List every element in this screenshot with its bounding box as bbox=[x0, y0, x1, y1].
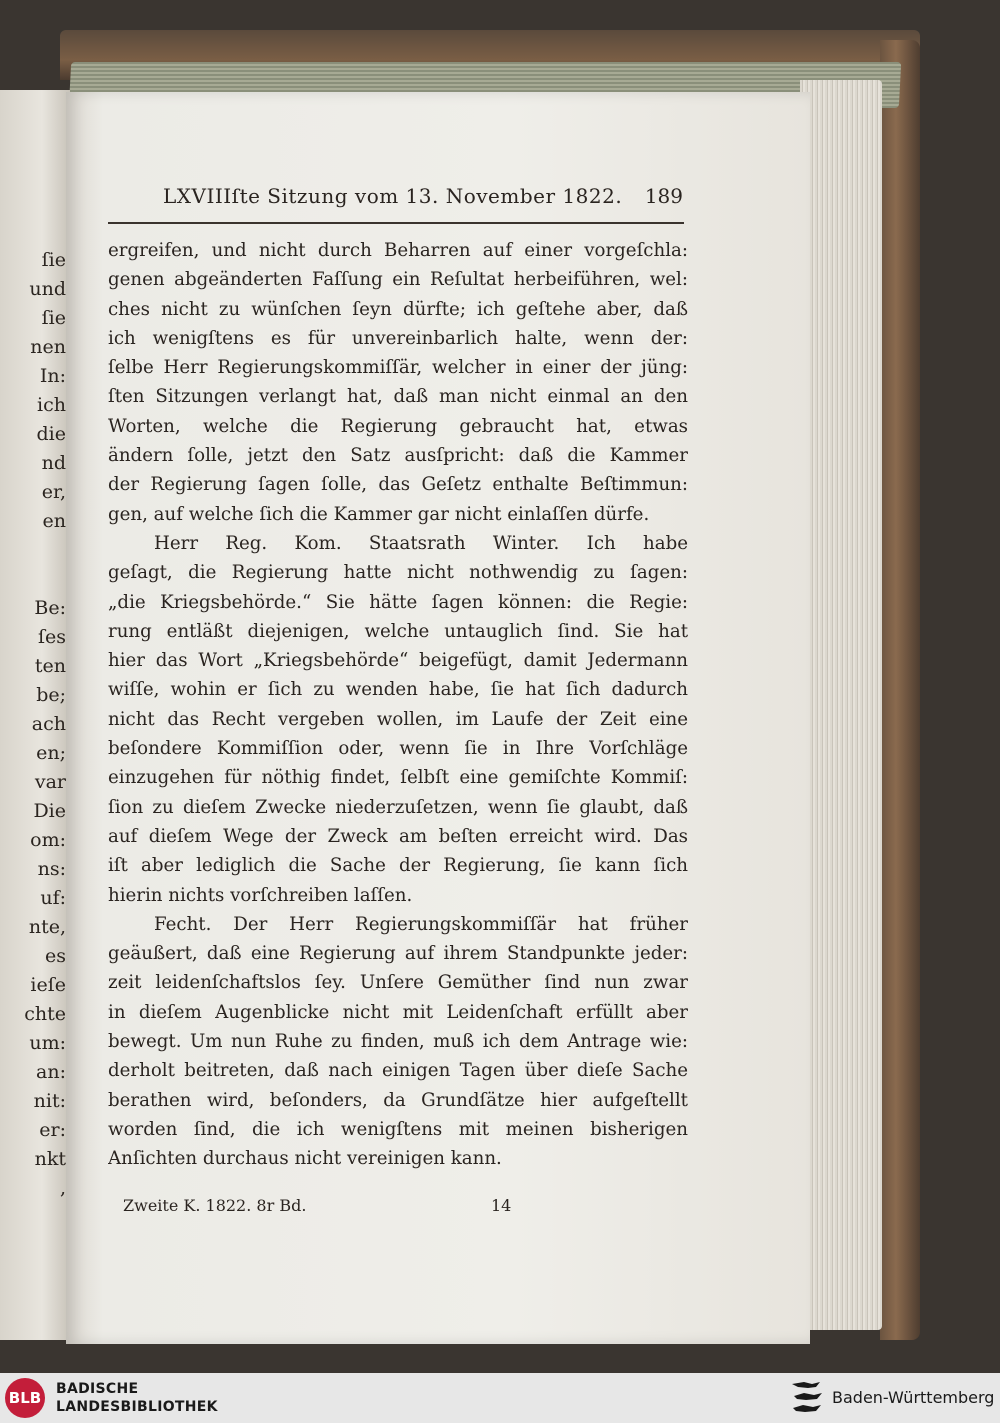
left-fragment: nit: bbox=[33, 1090, 66, 1112]
text-line: ſelbe Herr Regierungskommiſſär, welcher in einer der jüng: bbox=[108, 357, 688, 379]
text-line: hier das Wort „Kriegsbehörde“ beigefügt, damit Jedermann bbox=[108, 650, 688, 672]
left-fragment: en bbox=[42, 510, 66, 532]
running-title: LXVIIIſte Sitzung vom 13. November 1822. bbox=[163, 184, 623, 208]
left-fragment: Die bbox=[33, 800, 66, 822]
sheet-number: 14 bbox=[491, 1196, 512, 1215]
institution-name[interactable] bbox=[56, 1380, 218, 1416]
page-block-fore-edge bbox=[800, 80, 882, 1330]
left-fragment bbox=[0, 536, 66, 565]
institution-line-1: BADISCHE bbox=[56, 1381, 139, 1397]
text-line: ches nicht zu wünſchen ſeyn dürfte; ich geſtehe aber, daß bbox=[108, 298, 688, 320]
body-text bbox=[108, 236, 688, 1174]
text-line: zeit leidenſchaftslos ſey. Unſere Gemüther ſind nun zwar bbox=[108, 972, 688, 994]
text-line: hierin nichts vorſchreiben laſſen. bbox=[108, 884, 413, 906]
left-fragment: uf: bbox=[40, 887, 66, 909]
left-fragment: die bbox=[36, 423, 66, 445]
text-line: Herr Reg. Kom. Staatsrath Winter. Ich habe bbox=[154, 532, 688, 554]
left-page-text-fragments bbox=[0, 246, 66, 1203]
text-line: auf dieſem Wege der Zweck am beſten erreicht wird. Das bbox=[108, 825, 688, 847]
left-fragment: chte bbox=[24, 1003, 66, 1025]
left-fragment: ach bbox=[31, 713, 66, 735]
left-fragment: om: bbox=[30, 829, 66, 851]
signature-mark: Zweite K. 1822. 8r Bd. bbox=[123, 1196, 307, 1215]
left-fragment: ſie bbox=[41, 249, 66, 271]
header-rule bbox=[108, 222, 684, 224]
text-line: wiſſe, wohin er ſich zu wenden habe, ſie hat ſich dadurch bbox=[108, 679, 688, 701]
left-fragment: ſie bbox=[41, 307, 66, 329]
left-fragment bbox=[0, 565, 66, 594]
left-fragment: be; bbox=[36, 684, 66, 706]
left-fragment: er, bbox=[41, 481, 66, 503]
left-fragment: In: bbox=[39, 365, 66, 387]
left-fragment: Be: bbox=[34, 597, 66, 619]
text-line: Worten, welche die Regierung gebraucht hat, etwas bbox=[108, 415, 688, 437]
text-line: Fecht. Der Herr Regierungskommiſſär hat früher bbox=[154, 913, 688, 935]
left-fragment: , bbox=[59, 1177, 66, 1199]
left-fragment: und bbox=[29, 278, 66, 300]
left-fragment: nen bbox=[30, 336, 66, 358]
left-fragment: um: bbox=[29, 1032, 66, 1054]
text-line: genen abgeänderten Faſſung ein Reſultat herbeiführen, wel: bbox=[108, 269, 688, 291]
text-line: Anſichten durchaus nicht vereinigen kann. bbox=[108, 1148, 502, 1170]
text-line: geäußert, daß eine Regierung auf ihrem Standpunkte jeder: bbox=[108, 943, 688, 965]
text-line: gen, auf welche ſich die Kammer gar nicht einlaſſen dürfe. bbox=[108, 503, 650, 525]
blb-logo-icon[interactable]: BLB bbox=[5, 1378, 45, 1418]
text-line: ich wenigſtens es für unvereinbarlich halte, wenn der: bbox=[108, 327, 688, 349]
book-cover-right bbox=[880, 40, 920, 1340]
left-fragment: es bbox=[45, 945, 66, 967]
text-line: in dieſem Augenblicke nicht mit Leidenſchaft erfüllt aber bbox=[108, 1001, 688, 1023]
left-fragment: an: bbox=[36, 1061, 66, 1083]
text-line: nicht das Recht vergeben wollen, im Laufe der Zeit eine bbox=[108, 708, 688, 730]
text-line: „die Kriegsbehörde.“ Sie hätte ſagen können: die Regie: bbox=[108, 591, 688, 613]
left-fragment: en; bbox=[36, 742, 66, 764]
institution-line-2: LANDESBIBLIOTHEK bbox=[56, 1399, 218, 1415]
text-line: einzugehen für nöthig findet, ſelbſt eine gemiſchte Kommiſ: bbox=[108, 767, 688, 789]
left-fragment: nkt bbox=[34, 1148, 66, 1170]
left-fragment: ſes bbox=[37, 626, 66, 648]
running-header bbox=[163, 180, 683, 214]
text-line: rung entläßt diejenigen, welche untauglich ſind. Sie hat bbox=[108, 620, 688, 642]
text-line: iſt aber lediglich die Sache der Regierung, ſie kann ſich bbox=[108, 855, 688, 877]
baden-wuerttemberg-lions-icon bbox=[790, 1378, 824, 1418]
page-number: 189 bbox=[644, 184, 683, 208]
text-line: beſondere Kommiſſion oder, wenn ſie in Ihre Vorſchläge bbox=[108, 738, 688, 760]
text-line: worden ſind, die ich wenigſtens mit meinen bisherigen bbox=[108, 1118, 688, 1140]
left-fragment: ieſe bbox=[30, 974, 66, 996]
text-line: derholt beitreten, daß nach einigen Tagen über dieſe Sache bbox=[108, 1060, 688, 1082]
text-line: ſten Sitzungen verlangt hat, daß man nicht einmal an den bbox=[108, 386, 688, 408]
text-line: ſion zu dieſem Zwecke niederzuſetzen, wenn ſie glaubt, daß bbox=[108, 796, 688, 818]
text-line: berathen wird, beſonders, da Grundſätze hier aufgeſtellt bbox=[108, 1089, 688, 1111]
left-fragment: er: bbox=[39, 1119, 66, 1141]
left-fragment: nte, bbox=[28, 916, 66, 938]
left-fragment: nd bbox=[41, 452, 66, 474]
left-fragment: var bbox=[34, 771, 66, 793]
left-fragment: ten bbox=[34, 655, 66, 677]
text-line: ändern ſolle, jetzt den Satz ausſpricht: daß die Kammer bbox=[108, 445, 688, 467]
text-line: der Regierung ſagen ſolle, das Geſetz enthalte Beſtimmun: bbox=[108, 474, 688, 496]
left-fragment: ns: bbox=[37, 858, 66, 880]
partner-name[interactable]: Baden-Württemberg bbox=[832, 1388, 995, 1407]
text-line: geſagt, die Regierung hatte nicht nothwendig zu ſagen: bbox=[108, 562, 688, 584]
left-fragment: ich bbox=[37, 394, 66, 416]
text-line: bewegt. Um nun Ruhe zu finden, muß ich dem Antrage wie: bbox=[108, 1031, 688, 1053]
text-line: ergreifen, und nicht durch Beharren auf einer vorgeſchla: bbox=[108, 240, 688, 261]
